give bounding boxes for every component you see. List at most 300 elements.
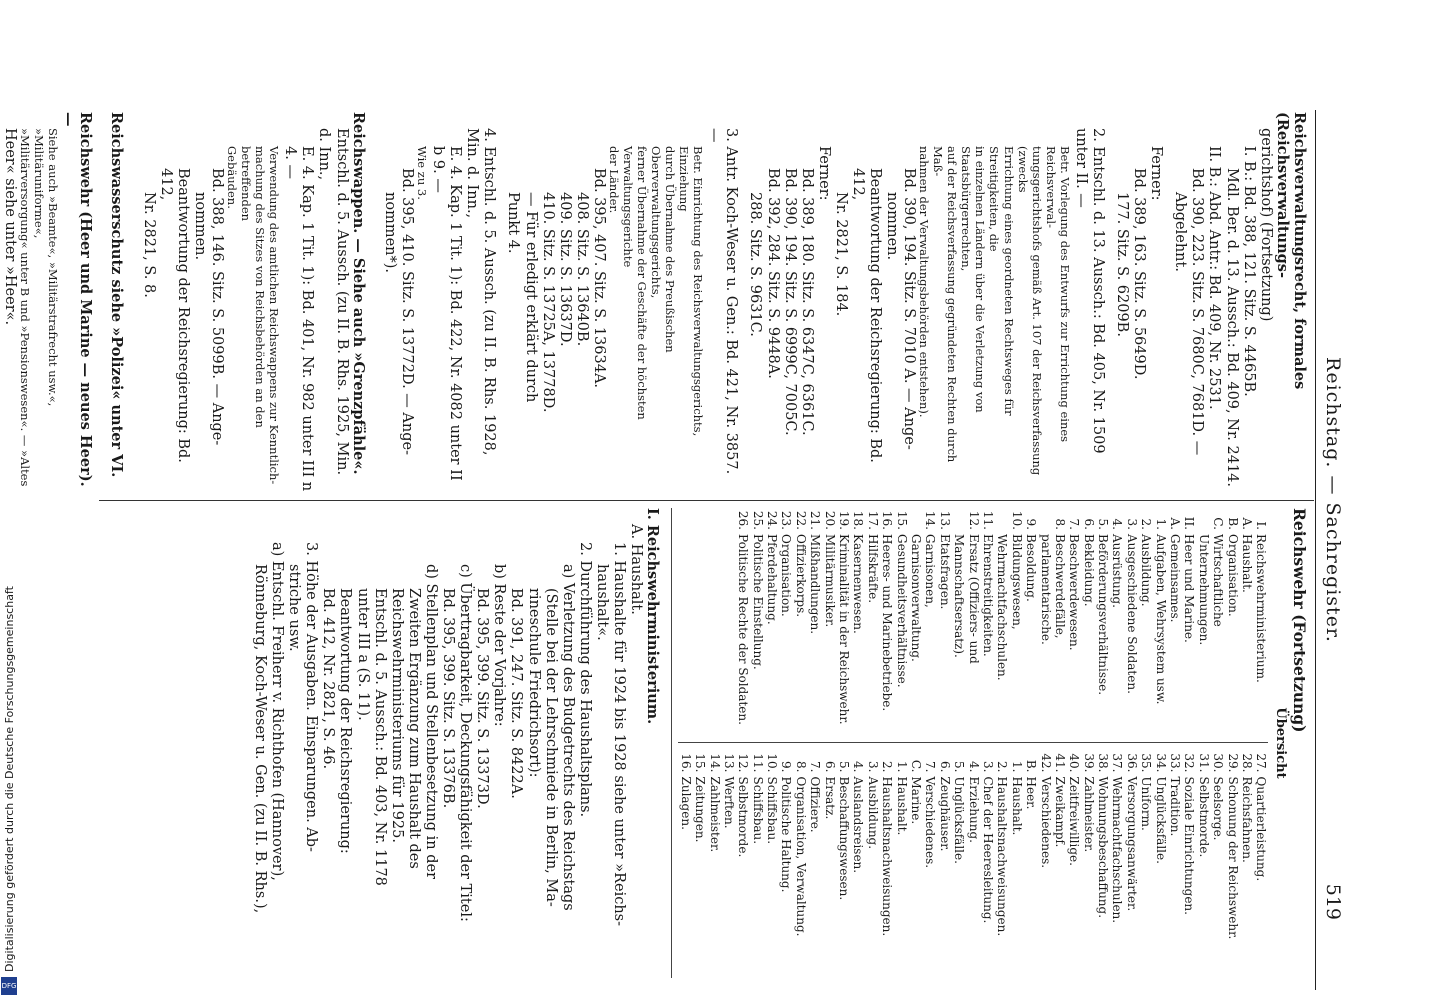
page-number: 519 [1322, 883, 1344, 920]
overview-item [1081, 508, 1095, 736]
overview-item-number: 17. [865, 510, 880, 530]
overview-item-number: 27. [1254, 753, 1269, 773]
overview-item [678, 751, 692, 979]
index-line: Bd. 392, 284. Sitz. S. 9448A. [764, 168, 781, 379]
index-line: Bd. 395, 399. Sitz. S. 13373D. [474, 588, 491, 809]
digitization-note: Digitalisierung gefördert durch die Deutsche Forschungsgemeinschaft [3, 586, 16, 972]
overview-item-label: Zeitungen. [693, 776, 708, 843]
overview-item-label: Selbstmorde. [1196, 776, 1211, 858]
overview-item-number: 4. [851, 761, 866, 773]
index-line: Ferner: [1148, 146, 1165, 201]
index-line: Bd. 389, 163. Sitz. S. 5649D. [1131, 168, 1148, 380]
overview-item-number: 40. [1067, 753, 1082, 773]
overview-item-number: 19. [837, 510, 852, 530]
index-line: ferner Übernahme der Geschäfte der höchsten Verwaltungsgerichte [621, 146, 650, 420]
spacer [1164, 112, 1171, 492]
overview-item [909, 508, 938, 736]
index-line: Bd. 391, 247. Sitz. S. 8422A. [508, 588, 525, 799]
overview-item [1053, 751, 1067, 979]
index-line: Bd. 395, 410. Sitz. S. 13772D. — Ange- [398, 168, 415, 455]
overview-item-label: Haushalt. [1240, 534, 1254, 593]
column-divider [99, 500, 1314, 501]
overview-item-number: 13. [937, 510, 952, 530]
overview-item [750, 508, 764, 736]
digitization-footer [0, 586, 22, 1000]
overview-item-label: Seelsorge. [1211, 776, 1226, 841]
overview-item [937, 751, 951, 979]
overview-item-number: 7. [1067, 518, 1082, 530]
overview-item-number: 23. [779, 510, 794, 530]
index-line: nommen. [191, 192, 208, 261]
overview-item [1024, 751, 1038, 979]
index-line: (Stelle bei der Lehrschmiede in Berlin, Ma- [542, 588, 559, 907]
index-line: 177. Sitz. S. 6209B. [1113, 192, 1130, 337]
index-line: striche usw. [286, 564, 303, 652]
overview-item-number: C. [909, 759, 924, 773]
index-line: — Für erledigt erklärt durch [522, 192, 539, 403]
index-line: a) Verletzung des Budgetrechts des Reichstags [559, 564, 576, 911]
overview-item [851, 508, 865, 736]
overview-item-label: Zulagen. [678, 776, 693, 830]
overview-item-number: 37. [1110, 753, 1125, 773]
overview-item-label: Chef der Heeresleitung. [980, 776, 995, 924]
overview-item-label: Garnisonen, Garnisonverwaltung. [909, 534, 938, 662]
overview-item-label: Kriminalität in der Reichswehr. [837, 534, 852, 725]
overview-item [1240, 508, 1254, 736]
overview-item [995, 751, 1009, 979]
overview-item [981, 751, 995, 979]
overview-item-number: 35. [1139, 753, 1154, 773]
index-line: Nr. 2821, S. 184. [832, 192, 849, 317]
overview-item-label: Heer. [1024, 776, 1039, 810]
index-line: Beantwortung der Reichsregierung: [337, 588, 354, 854]
overview-item [707, 751, 721, 979]
overview-item-number: 30. [1211, 753, 1226, 773]
overview-item-number: 14. [707, 753, 722, 773]
index-line: Betr. Vorlegung des Entwurfs zur Errichtung eines Reichsverwal- [1043, 146, 1072, 443]
index-line: in einzelnen Ländern über die Verletzung von Staatsbürgerrechten, [959, 146, 988, 413]
index-line: Siehe auch »Beamte«, »Militärstrafrecht usw.«, »Militäruniforme«, [32, 128, 61, 407]
overview-item-number: I. [1254, 521, 1269, 530]
overview-item [808, 751, 822, 979]
overview-item-number: 4. [966, 761, 981, 773]
overview-item-number: 38. [1096, 753, 1111, 773]
overview-item [1196, 508, 1225, 736]
right-entries [251, 508, 662, 978]
overview-item [1110, 508, 1124, 736]
overview-item [1067, 751, 1081, 979]
overview-item [1225, 508, 1239, 736]
overview-item-label: Beschaffungswesen. [837, 776, 852, 901]
overview-item [880, 751, 894, 979]
overview-item-number: 1. [894, 761, 909, 773]
overview-item-number: 26. [736, 510, 751, 530]
overview-item [1182, 751, 1196, 979]
overview-item [952, 751, 966, 979]
index-line: Entschl. d. 5. Aussch.: Bd. 403, Nr. 1178 [371, 588, 388, 886]
overview-item-label: Beschwerdefälle, parlamentarische. [1038, 534, 1067, 645]
overview-item-label: Marine. [909, 776, 924, 825]
index-line: Zweiten Ergänzung zum Haushalt des [405, 588, 422, 869]
overview-item-label: Organisation. [779, 534, 794, 617]
overview-item-number: 31. [1196, 753, 1211, 773]
overview-item [937, 508, 951, 736]
overview-item [1110, 751, 1124, 979]
overview-item-label: Organisation. [1225, 534, 1240, 617]
index-line: Ferner: [815, 146, 832, 201]
overview-item-number: 39. [1081, 753, 1096, 773]
overview-item-label: Versorgungsanwärter. [1124, 776, 1139, 912]
overview-item [822, 751, 836, 979]
overview-item-number: A. [1168, 517, 1183, 530]
dfg-logo: DFG [1, 977, 17, 995]
overview-item-number: 7. [808, 761, 823, 773]
index-line: Reichswehrministeriums für 1925. [388, 588, 405, 843]
overview-item [894, 508, 908, 736]
overview-item-number: A. [1240, 517, 1254, 530]
overview-item-number: 3. [865, 761, 880, 773]
overview-item [1225, 751, 1239, 979]
overview-item [865, 508, 879, 736]
overview-item-number: 11. [980, 510, 995, 530]
overview-item [750, 751, 764, 979]
index-line: Mdl. Ber. d. 13. Aussch.: Bd. 409, Nr. 2414. [1223, 168, 1240, 488]
index-line: Beantwortung der Reichsregierung: Bd. 412, [850, 168, 884, 463]
overview-item-label: Heeres- und Marinebetriebe. [880, 534, 895, 712]
index-line: Reichswehr (Heer und Marine — neues Heer). — [60, 112, 95, 487]
overview-item-label: Verschiedenes. [1038, 776, 1053, 869]
index-line: nommen*). [381, 192, 398, 274]
overview-item-label: Zeitfreiwillige. [1067, 776, 1082, 866]
overview-item-number: C. [1211, 517, 1226, 530]
index-line: Beantwortung der Reichsregierung: Bd. 412, [157, 168, 191, 463]
index-line: c) Übertragbarkeit, Deckungsfähigkeit der Titel: [457, 564, 474, 922]
index-line: 1. Haushalte für 1924 bis 1928 siehe unter »Reichs- [611, 542, 628, 927]
overview-item-label: Auslandsreisen. [851, 776, 866, 874]
index-line: Abgelehnt. [1172, 192, 1189, 272]
overview-item [1168, 751, 1182, 979]
overview-item [837, 508, 851, 736]
index-line: gerichtshof) (Fortsetzung) [1257, 128, 1274, 322]
overview-item [722, 751, 736, 979]
overview-item [736, 508, 750, 736]
index-line: Bd. 390, 194. Sitz. S. 7010 A. — Ange- [901, 168, 918, 450]
overview-item [880, 508, 894, 736]
overview-item [1196, 751, 1210, 979]
overview-item-label: Politische Einstellung. [750, 534, 765, 670]
index-line: Heer« siehe unter »Heer«. [2, 128, 19, 326]
index-line: Wie zu 3. [414, 146, 429, 200]
overview-item-number: 11. [750, 753, 765, 773]
overview-item-label: Soziale Einrichtungen. [1182, 776, 1197, 915]
spacer [739, 112, 746, 492]
overview-item-label: Mißhandlungen. [808, 534, 823, 635]
overview-item [1240, 751, 1254, 979]
index-line: a) Entschl. Freiherr v. Richthofen (Hannover), [268, 542, 285, 881]
overview-item [822, 508, 836, 736]
overview-item-number: 34. [1153, 753, 1168, 773]
overview-item-label: Kasernenwesen. [851, 534, 866, 634]
overview-item-label: Schiffsbau. [750, 776, 765, 845]
index-line: Betr. Einrichtung des Reichsverwaltungsgerichts, Einziehung [677, 146, 706, 437]
overview-item-number: 3. [1124, 518, 1139, 530]
index-line: Punkt 4. [505, 192, 522, 254]
index-line: Reichswasserschutz siehe »Polizei« unter VI. [108, 112, 126, 478]
overview-item-label: Etatsfragen. [937, 534, 952, 610]
overview-item [1067, 508, 1081, 736]
overview-item [1254, 508, 1268, 736]
overview-item-number: 14. [923, 510, 938, 530]
index-line: 2. Entschl. d. 13. Aussch.: Bd. 405, Nr. 1509 unter II. — [1072, 128, 1106, 454]
overview-item-number: 12. [736, 753, 751, 773]
overview-item-label: Quartierleistung. [1254, 776, 1269, 882]
overview-item [909, 751, 923, 979]
left-column [0, 112, 1308, 492]
overview-item-label: Zweikampf. [1052, 776, 1067, 848]
overview-item-label: Ausgeschiedene Soldaten. [1124, 534, 1139, 694]
index-line: E. 4. Kap. 1 Tit. 1): Bd. 422, Nr. 4082 unter II b 9. — [430, 146, 464, 481]
overview-left-list [678, 508, 1268, 743]
overview-item-number: 36. [1124, 753, 1139, 773]
index-line: II. B.: Abd. Antr.: Bd. 409, Nr. 2531. [1206, 146, 1223, 410]
index-line: der Länder. [607, 146, 621, 214]
overview-item-number: 41. [1052, 753, 1067, 773]
overview-item-label: Wirtschaftliche Unternehmungen. [1196, 534, 1226, 646]
overview-item-number: 9. [1024, 518, 1039, 530]
overview-item-number: 5. [952, 761, 967, 773]
overview-item [1139, 508, 1153, 736]
overview-item-label: Pferdehaltung. [765, 534, 780, 625]
overview-item [779, 508, 793, 736]
overview-item-label: Unglücksfälle. [1153, 776, 1168, 864]
overview-item-label: Beschwerdewesen. [1067, 534, 1082, 651]
index-line: Gebäuden. [225, 146, 240, 209]
spacer [126, 112, 140, 492]
overview-item [794, 751, 808, 979]
overview-item-label: Reichswehrministerium. [1254, 534, 1269, 683]
overview-item-label: Reichsfahnen. [1240, 776, 1254, 863]
overview-item [1168, 508, 1182, 736]
running-header: Reichstag. — Sachregister. [1322, 357, 1344, 643]
overview-table [678, 508, 1268, 978]
overview-item [894, 751, 908, 979]
index-line: I. Reichswehrministerium. [644, 508, 662, 725]
overview-item-label: Gesundheitsverhältnisse. [894, 534, 909, 688]
overview-item-label: Bildungswesen, Wehrmachtfachschulen. [995, 534, 1024, 681]
overview-item-label: Offizierkorps. [793, 534, 808, 618]
index-line: Reichswappen. — Siehe auch »Grenzpfähle«. [349, 112, 367, 475]
overview-item-label: Wohnungsbeschaffung. [1096, 776, 1111, 919]
index-line: 288. Sitz. S. 9631C. [747, 192, 764, 337]
index-line: E. 4. Kap. 1 Tit. 1): Bd. 401, Nr. 982 unter III n 4. — [282, 146, 316, 492]
overview-right-list [678, 743, 1268, 979]
index-line: Nr. 2821, S. 8. [140, 192, 157, 298]
index-line: d) Stellenplan und Stellenbesetzung in der [422, 564, 439, 879]
overview-item-label: Ersatz. [822, 776, 837, 820]
overview-item-number: 33. [1168, 753, 1183, 773]
overview-item-label: Haushalt. [894, 776, 909, 836]
index-line: Bd. 390, 194. Sitz. S. 6999C, 7005C. [781, 168, 798, 436]
overview-item [779, 751, 793, 979]
overview-item-label: Ehrenstreitigkeiten. [980, 534, 995, 657]
overview-item-label: Militärmusiker. [822, 534, 837, 628]
overview-item-label: Politische Rechte der Soldaten. [736, 534, 751, 725]
overview-item [1038, 508, 1067, 736]
index-line: machung des Sitzes von Reichsbehörden an den betreffenden [239, 146, 268, 428]
overview-item-number: 6. [822, 761, 837, 773]
index-line: 409. Sitz. S. 13637D. [556, 192, 573, 347]
overview-item-label: Bekleidung. [1081, 534, 1096, 607]
overview-item-label: Schonung der Reichswehr. [1225, 776, 1240, 940]
overview-item [1153, 508, 1167, 736]
index-line: Errichtung eines geordneten Rechtsweges für Streitigkeiten, die [987, 146, 1016, 416]
overview-item-number: 13. [721, 753, 736, 773]
overview-item-label: Organisation, Verwaltung. [793, 776, 808, 937]
overview-item [851, 751, 865, 979]
index-line: 3. Antr. Koch-Weser u. Gen.: Bd. 421, Nr. 3857. — [706, 128, 740, 475]
overview-item [966, 751, 980, 979]
index-line: durch Übernahme des Preußischen Oberverwaltungsgerichts, [649, 146, 678, 353]
index-line: b) Reste der Vorjahre: [491, 564, 508, 727]
index-line: Bd. 389, 180. Sitz. S. 6347C, 6361C. [798, 168, 815, 436]
overview-item-label: Wehrmachtfachschulen. [1110, 776, 1125, 924]
overview-item-label: Haushaltsnachweisungen. [880, 776, 895, 937]
overview-item-label: Ausbildung. [865, 776, 880, 850]
overview-item [981, 508, 995, 736]
overview-item-label: Verschiedenes. [923, 776, 938, 869]
overview-item [736, 751, 750, 979]
index-line: Bd. 395, 407. Sitz. S. 13634A. [590, 168, 607, 389]
overview-item [865, 751, 879, 979]
overview-item-number: 25. [750, 510, 765, 530]
overview-item-number: II. [1182, 516, 1197, 530]
index-line: Verwendung des amtlichen Reichswappens zur Kenntlich- [267, 146, 282, 485]
overview-item-number: 16. [880, 510, 895, 530]
overview-item-number: B. [1024, 759, 1039, 773]
overview-item [693, 751, 707, 979]
spacer [367, 112, 381, 492]
overview-item-number: 28. [1240, 753, 1254, 773]
overview-item [1153, 751, 1167, 979]
index-line: unter III a (S. 11). [354, 588, 371, 721]
overview-item-number: 10. [765, 753, 780, 773]
overview-item [1139, 751, 1153, 979]
overview-item-label: Ausbildung. [1139, 534, 1154, 607]
overview-item [1211, 751, 1225, 979]
overview-item [923, 751, 937, 979]
overview-item-number: 2. [1139, 518, 1154, 530]
overview-item-number: 20. [822, 510, 837, 530]
overview-item-number: 12. [966, 510, 981, 530]
header-rule [1315, 110, 1316, 990]
overview-item [1124, 751, 1138, 979]
index-line: Bd. 390, 223. Sitz. S. 7680C, 7681D. — [1189, 168, 1206, 456]
overview-item [765, 508, 779, 736]
overview-item-number: 5. [1096, 518, 1111, 530]
spacer [1106, 112, 1113, 492]
index-line: 2. Durchführung des Haushaltsplans. [576, 542, 593, 818]
index-line: haushalt«. [594, 564, 611, 641]
overview-item-label: Besoldung. [1024, 534, 1039, 602]
overview-item-number: 8. [793, 761, 808, 773]
overview-item-label: Zahlmeister. [707, 776, 722, 853]
overview-item-number: 24. [765, 510, 780, 530]
overview-item [1038, 751, 1052, 979]
overview-item-label: Schiffsbau. [765, 776, 780, 845]
overview-item-number: 18. [851, 510, 866, 530]
overview-item-label: Selbstmorde. [736, 776, 751, 858]
overview-item-number: 1. [1153, 518, 1168, 530]
overview-item-label: Beförderungsverhältnisse. [1096, 534, 1111, 696]
index-line: Entschl. d. 5. Aussch. (zu II. B. Rhs. 1925, Min. d. Inn., [316, 128, 350, 476]
overview-item-number: 5. [837, 761, 852, 773]
overview-item-label: Unglücksfälle. [952, 776, 967, 864]
overview-item-number: 42. [1038, 753, 1053, 773]
spacer [497, 112, 504, 492]
section-heading: Reichswehr (Fortsetzung) [1290, 508, 1309, 733]
overview-item-number: 15. [693, 753, 708, 773]
overview-item [1009, 751, 1023, 979]
overview-item-number: 6. [937, 761, 952, 773]
overview-item-label: Haushalt. [1009, 776, 1024, 836]
index-line: tungsgerichtshofs gemäß Art. 107 der Reichsverfassung (zwecks [1015, 146, 1044, 476]
overview-item-number: 2. [995, 761, 1010, 773]
overview-item-number: 16. [678, 753, 693, 773]
overview-item-number: 4. [1110, 518, 1125, 530]
index-line: Reichsverwaltungsrecht, formales (Reichsverwaltungs- [1273, 112, 1308, 390]
index-line: rineschule Friedrichsort): [525, 588, 542, 778]
index-line: nahmen der Verwaltungsbehörden entstehen). [917, 146, 932, 418]
index-line: nommen. [884, 192, 901, 261]
index-line: 410. Sitz. S. 13725A, 13778D. [539, 192, 556, 413]
index-line: 3. Höhe der Ausgaben. Einsparungen. Ab- [303, 542, 320, 852]
overview-item-label: Hilfskräfte. [865, 534, 880, 604]
overview-item-number: 7. [923, 761, 938, 773]
overview-item [995, 508, 1024, 736]
overview-item [794, 508, 808, 736]
overview-item-label: Ersatz (Offiziers- und Mannschaftsersatz). [952, 534, 981, 664]
index-line: A. Haushalt. [628, 524, 645, 615]
index-line: Bd. 412, Nr. 2821, S. 46. [320, 588, 337, 770]
index-line: Rönneburg, Koch-Weser u. Gen. (zu II. B. Rhs.), [251, 564, 268, 914]
overview-item-number: B. [1225, 517, 1240, 530]
overview-item-label: Werften. [721, 776, 736, 829]
overview-item-number: 2. [880, 761, 895, 773]
index-line: 408. Sitz. S. 13640B. [573, 192, 590, 347]
overview-item [1081, 751, 1095, 979]
overview-item-number: 9. [779, 761, 794, 773]
overview-item-label: Zahlmeister. [1081, 776, 1096, 853]
index-line: auf der Reichsverfassung gegründeten Rechten durch Maß- [931, 146, 960, 463]
overview-item-label: Aufgaben, Wehrsystem usw. [1153, 534, 1168, 705]
overview-item-label: Uniform. [1139, 776, 1154, 831]
index-line: Bd. 395, 399. Sitz. S. 13376B. [440, 588, 457, 809]
overview-item [808, 508, 822, 736]
overview-title: Übersicht [1272, 707, 1288, 779]
overview-item-number: 1. [1009, 761, 1024, 773]
overview-item-number: 21. [808, 510, 823, 530]
right-column [251, 508, 1308, 978]
overview-item-number: 15. [894, 510, 909, 530]
overview-item [1182, 508, 1196, 736]
overview-item-label: Politische Haltung. [779, 776, 794, 893]
overview-item [1254, 751, 1268, 979]
index-line: 4. Entschl. d. 5. Aussch. (zu II. B. Rhs. 1928, Min. d. Inn., [464, 128, 498, 456]
overview-item [1096, 508, 1110, 736]
overview-item [1096, 751, 1110, 979]
overview-item [837, 751, 851, 979]
overview-item [1124, 508, 1138, 736]
